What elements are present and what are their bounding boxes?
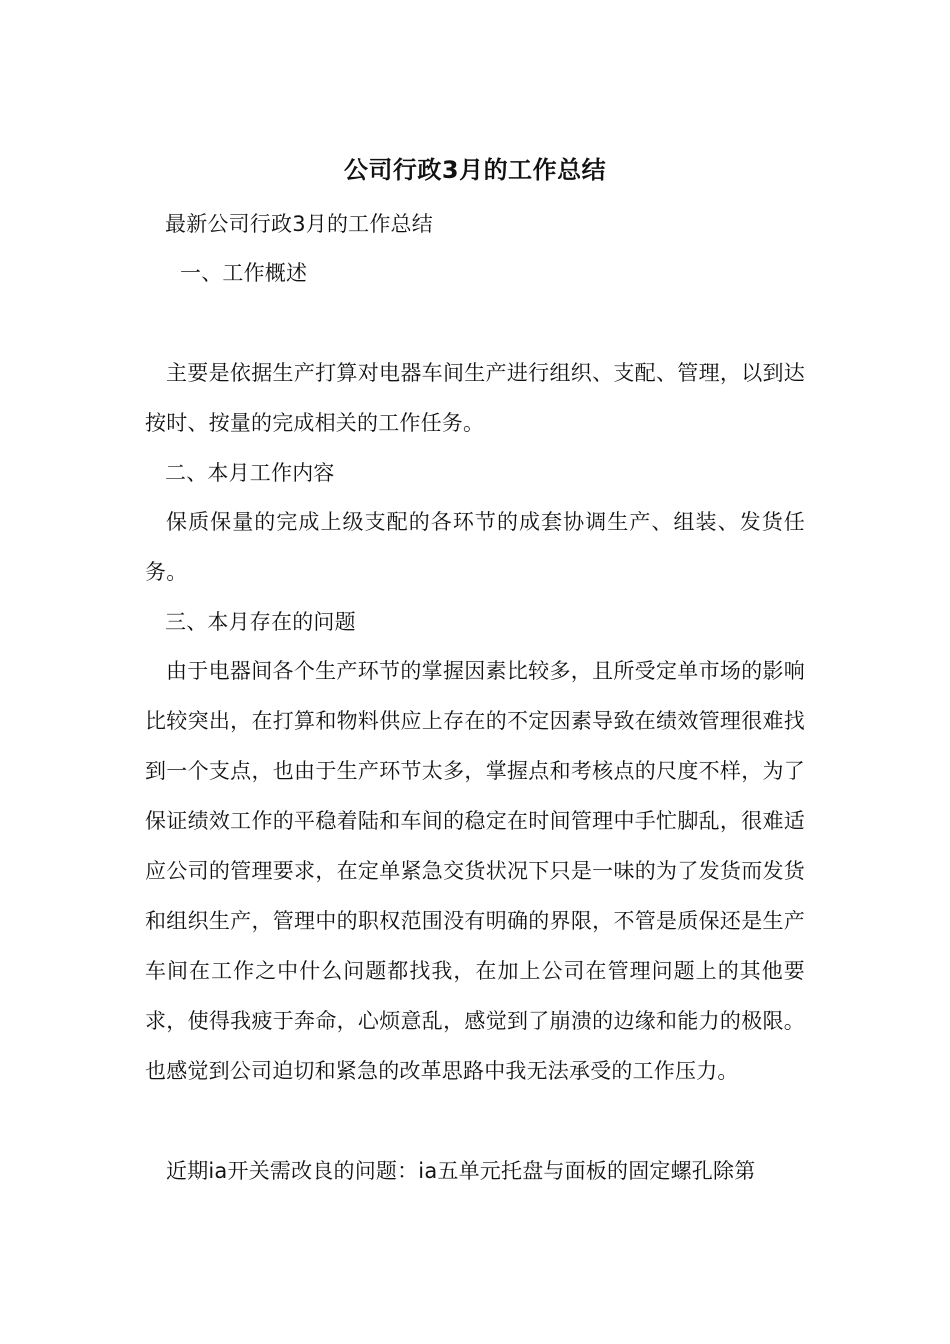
paragraph-work-content: 保质保量的完成上级支配的各环节的成套协调生产、组装、发货任务。 bbox=[145, 510, 805, 584]
paragraph-problems: 由于电器间各个生产环节的掌握因素比较多，且所受定单市场的影响比较突出，在打算和物料供应上存在的不定因素导致在绩效管理很难找到一个支点，也由于生产环节太多，掌握点和考核点的尺度不样，为了保证绩效工作的平稳着陆和车间的稳定在时间管理中手忙脚乱，很难适应公司的管理要求，在定单紧急交货状况下只是一味的为了发货而发货和组织生产，管理中的职权范围没有明确的界限，不管是质保还是生产车间在工作之中什么问题都找我，在加上公司在管理问题上的其他要求，使得我疲于奔命，心烦意乱，感觉到了崩溃的边缘和能力的极限。也感觉到公司迫切和紧急的改革思路中我无法承受的工作压力。 bbox=[145, 659, 805, 1083]
section-heading-work-content: 二、本月工作内容 bbox=[165, 461, 335, 485]
section-heading-problems: 三、本月存在的问题 bbox=[165, 610, 356, 634]
paragraph-overview: 主要是依据生产打算对电器车间生产进行组织、支配、管理，以到达按时、按量的完成相关的工作任务。 bbox=[145, 361, 805, 435]
document-title: 公司行政3月的工作总结 bbox=[343, 156, 607, 184]
section-heading-overview: 一、工作概述 bbox=[180, 261, 308, 285]
document-subtitle: 最新公司行政3月的工作总结 bbox=[165, 212, 433, 236]
paragraph-ia-switch: 近期ia开关需改良的问题：ia五单元托盘与面板的固定螺孔除第 bbox=[166, 1159, 756, 1183]
